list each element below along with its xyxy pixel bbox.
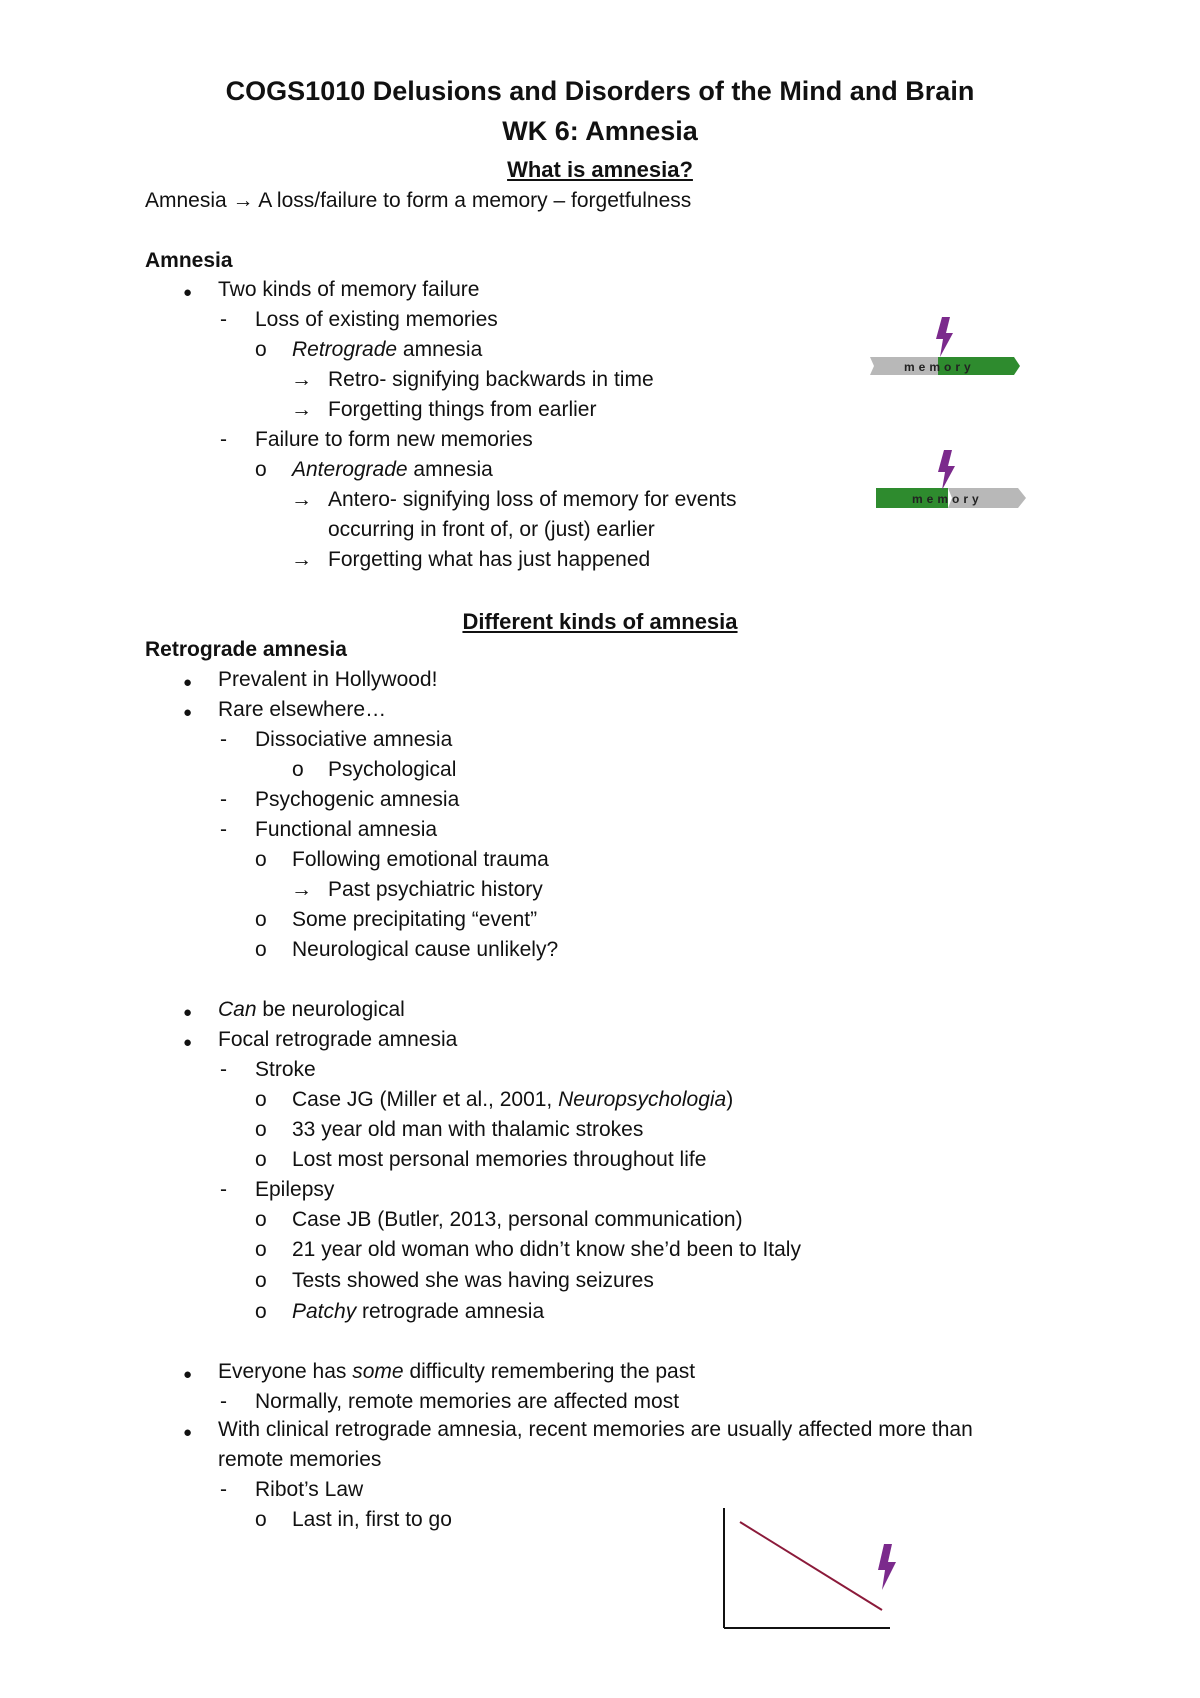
dash-marker: - [220, 788, 227, 811]
circle-marker: o [255, 458, 267, 481]
emphasis: Retrograde [292, 338, 398, 361]
text: amnesia [407, 458, 493, 481]
lightning-icon [878, 1544, 896, 1590]
list-item: Rare elsewhere… [218, 698, 387, 721]
memory-label: memory [912, 492, 983, 506]
list-item: Dissociative amnesia [255, 728, 453, 751]
bullet-marker: ● [183, 674, 193, 691]
circle-marker: o [255, 938, 267, 961]
emphasis: Neuropsychologia [558, 1088, 727, 1111]
emphasis: Anterograde [292, 458, 408, 481]
definition-arrow: → [232, 189, 254, 212]
circle-marker: o [255, 1300, 267, 1323]
bullet-marker: ● [183, 1004, 193, 1021]
list-item: Psychogenic amnesia [255, 788, 460, 811]
document-title: COGS1010 Delusions and Disorders of the Mind and Brain [225, 76, 975, 106]
circle-marker: o [255, 848, 267, 871]
arrow-marker: → [291, 398, 312, 421]
list-item [218, 997, 405, 1023]
list-item: Two kinds of memory failure [218, 278, 480, 301]
definition-text: A loss/failure to form a memory – forgetfulness [258, 189, 692, 212]
bullet-marker: ● [183, 1424, 193, 1441]
list-item: Epilepsy [255, 1178, 335, 1201]
text: Everyone has [218, 1360, 353, 1383]
list-item: Past psychiatric history [328, 878, 543, 901]
dash-marker: - [220, 1178, 227, 1201]
list-item: Case JB (Butler, 2013, personal communication) [292, 1208, 743, 1231]
text: difficulty remembering the past [403, 1360, 696, 1383]
circle-marker: o [255, 1208, 267, 1231]
list-item: Loss of existing memories [255, 308, 498, 331]
dash-marker: - [220, 308, 227, 331]
list-item: 33 year old man with thalamic strokes [292, 1118, 644, 1141]
list-item: Some precipitating “event” [292, 908, 538, 931]
definition-term: Amnesia [145, 189, 227, 212]
list-item: Lost most personal memories throughout life [292, 1148, 707, 1171]
dash-marker: - [220, 728, 227, 751]
list-item [292, 457, 493, 483]
bullet-marker: ● [183, 704, 193, 721]
dash-marker: - [220, 428, 227, 451]
arrow-marker: → [291, 878, 312, 901]
list-item-continued: occurring in front of, or (just) earlier [328, 518, 655, 541]
list-item: Following emotional trauma [292, 848, 549, 871]
list-item-continued: remote memories [218, 1448, 382, 1471]
circle-marker: o [255, 338, 267, 361]
list-item: Tests showed she was having seizures [292, 1269, 654, 1292]
text: retrograde amnesia [356, 1300, 545, 1323]
circle-marker: o [255, 1148, 267, 1171]
list-item: Psychological [328, 758, 457, 781]
dash-marker: - [220, 1478, 227, 1501]
list-item: Functional amnesia [255, 818, 438, 841]
list-item: Forgetting what has just happened [328, 548, 651, 571]
text: be neurological [256, 998, 405, 1021]
list-item: Antero- signifying loss of memory for events [328, 488, 737, 511]
lightning-icon [936, 317, 953, 357]
week-title: WK 6: Amnesia [502, 116, 698, 146]
ribot-law-graph [720, 1508, 900, 1638]
section-heading-different-kinds: Different kinds of amnesia [462, 609, 738, 634]
list-item: Ribot’s Law [255, 1478, 364, 1501]
list-item: Normally, remote memories are affected most [255, 1390, 680, 1413]
definition-line [145, 188, 691, 214]
list-item: Failure to form new memories [255, 428, 533, 451]
list-item: Last in, first to go [292, 1508, 452, 1531]
bullet-marker: ● [183, 1366, 193, 1383]
dash-marker: - [220, 818, 227, 841]
list-item [292, 1087, 733, 1113]
lightning-icon [938, 450, 955, 490]
arrow-marker: → [291, 488, 312, 511]
list-item: Prevalent in Hollywood! [218, 668, 438, 691]
list-item: Forgetting things from earlier [328, 398, 597, 421]
dash-marker: - [220, 1390, 227, 1413]
text: Case JG (Miller et al., 2001, [292, 1088, 559, 1111]
circle-marker: o [255, 908, 267, 931]
list-item: Focal retrograde amnesia [218, 1028, 458, 1051]
text: amnesia [397, 338, 483, 361]
list-item [218, 1359, 695, 1385]
memory-label: memory [904, 360, 975, 374]
list-item: With clinical retrograde amnesia, recent memories are usually affected more than [218, 1418, 973, 1441]
memory-decline-line [740, 1522, 882, 1610]
circle-marker: o [292, 758, 304, 781]
retrograde-heading: Retrograde amnesia [145, 638, 347, 661]
bullet-marker: ● [183, 284, 193, 301]
emphasis: Can [218, 998, 257, 1021]
list-item: 21 year old woman who didn’t know she’d been to Italy [292, 1238, 801, 1261]
list-item [292, 1299, 544, 1325]
list-item: Retro- signifying backwards in time [328, 368, 654, 391]
retrograde-diagram [870, 315, 1030, 385]
list-item: Stroke [255, 1058, 316, 1081]
emphasis: some [352, 1360, 404, 1383]
arrow-marker: → [291, 368, 312, 391]
list-item [292, 337, 482, 363]
amnesia-heading: Amnesia [145, 249, 233, 272]
circle-marker: o [255, 1118, 267, 1141]
arrow-marker: → [291, 548, 312, 571]
circle-marker: o [255, 1508, 267, 1531]
circle-marker: o [255, 1088, 267, 1111]
emphasis: Patchy [292, 1300, 357, 1323]
bullet-marker: ● [183, 1034, 193, 1051]
text: ) [726, 1088, 734, 1111]
circle-marker: o [255, 1238, 267, 1261]
list-item: Neurological cause unlikely? [292, 938, 559, 961]
section-heading-what-is-amnesia: What is amnesia? [507, 157, 693, 182]
anterograde-diagram [876, 450, 1036, 520]
dash-marker: - [220, 1058, 227, 1081]
circle-marker: o [255, 1269, 267, 1292]
